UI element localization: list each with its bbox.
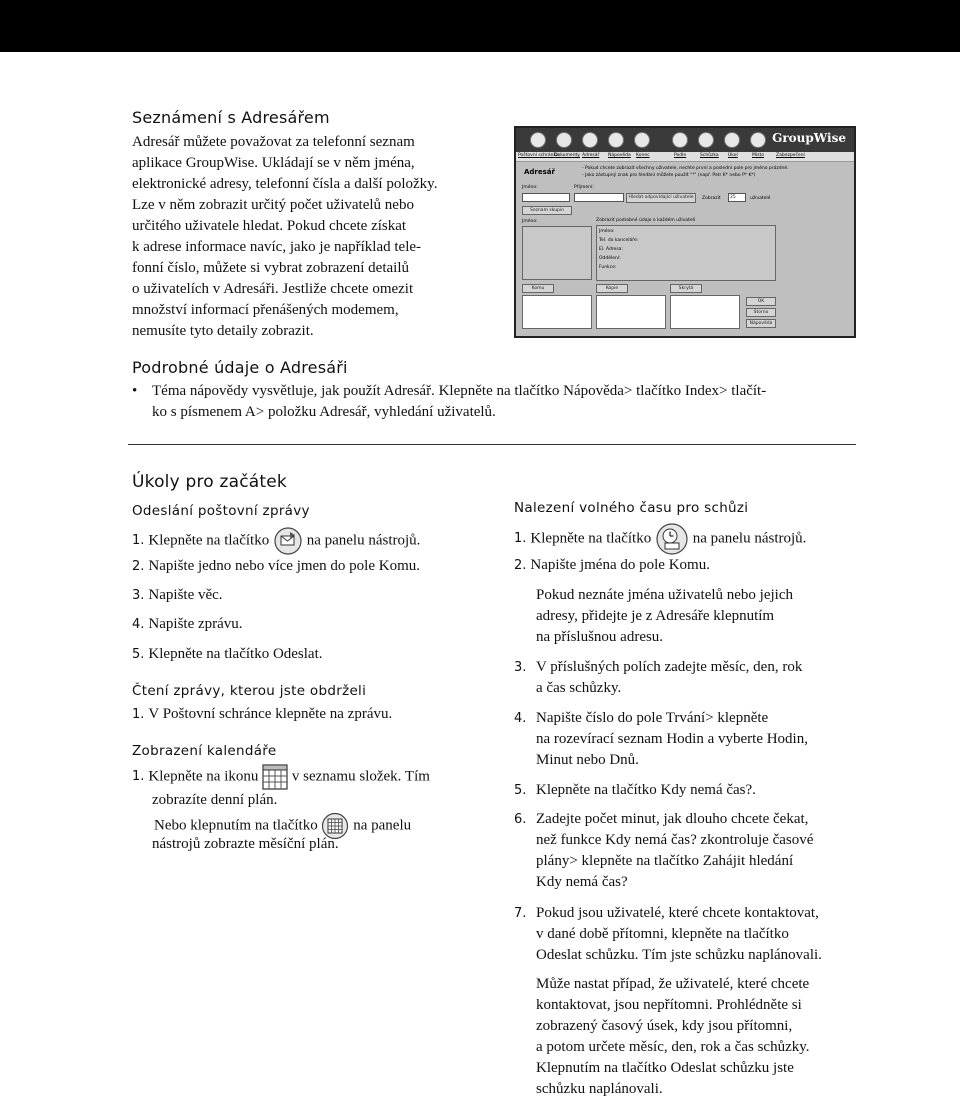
gw-menu-item: Dokumenty [554, 153, 580, 158]
meeting-step-6 [514, 809, 813, 893]
send-mail-icon [273, 526, 303, 556]
step-text: v seznamu složek. Tím [291, 768, 430, 785]
intro-line: elektronické adresy, telefonní čísla a další položky. [132, 176, 438, 192]
gw-menu-item: Poštovní schránka [518, 153, 559, 158]
subtitle-send-mail: Odeslání poštovní zprávy [132, 503, 310, 519]
gw-hint: - Pokud chcete zobrazit všechny uživatele, nechte první a poslední pole pro jméno prázdné. [582, 166, 789, 171]
note-line: Klepnutím na tlačítko Odeslat schůzku jste [536, 1060, 794, 1076]
gw-dialog-title: Adresář [524, 168, 555, 176]
details-paragraph [152, 381, 856, 423]
gw-bc-button: Skrytá [670, 284, 702, 293]
step-number: 1. [514, 531, 527, 547]
intro-line: k adrese informace navíc, jako je například tele- [132, 239, 422, 255]
step-number: 3. [514, 660, 527, 675]
step-line: Kdy nemá čas? [536, 874, 628, 890]
gw-help-button: Nápověda [746, 319, 776, 328]
step-text: Klepněte na tlačítko Odeslat. [148, 646, 323, 662]
gw-toolbar [516, 128, 854, 152]
gw-to-button: Komu [522, 284, 554, 293]
step-line: V příslušných polích zadejte měsíc, den, rok [536, 659, 803, 675]
meeting-clock-icon [655, 522, 689, 556]
intro-line: množství informací přenášených modemem, [132, 302, 399, 318]
meeting-note-1 [536, 585, 793, 648]
meeting-step-7 [514, 903, 822, 966]
note-line: schůzku naplánovali. [536, 1081, 663, 1097]
gw-cancel-button: Storno [746, 308, 776, 317]
gw-menu-item: Místo [752, 153, 764, 158]
gw-last-name-field [574, 193, 624, 202]
step-number: 2. [132, 559, 145, 574]
step-line: Zadejte počet minut, jak dlouho chcete čekat, [536, 811, 809, 827]
step-text: Nebo klepnutím na tlačítko [154, 817, 318, 834]
intro-line: o uživatelích v Adresáři. Jestliže chcete omezit [132, 281, 414, 297]
bullet-symbol: • [132, 383, 138, 399]
note-line: adresy, přidejte je z Adresáře klepnutím [536, 608, 775, 624]
gw-toolbar-icon [698, 132, 714, 148]
intro-line: určitého uživatele hledat. Pokud chcete získat [132, 218, 407, 234]
step-line: Minut nebo Dnů. [536, 752, 639, 768]
top-black-bar [0, 0, 960, 52]
gw-detail-label: El. Adresa: [599, 247, 623, 252]
gw-toolbar-icon [750, 132, 766, 148]
note-line: kontaktovat, jsou nepřítomni. Prohlédněte si [536, 997, 802, 1013]
divider [128, 444, 856, 445]
gw-show-count: 25 [728, 193, 746, 202]
step-number: 6. [514, 812, 527, 827]
calendar-step-line-4: nástrojů zobrazte měsíční plán. [152, 836, 339, 852]
gw-menu-item: Podle [674, 153, 687, 158]
meeting-step-2 [514, 555, 710, 576]
step-text: V Poštovní schránce klepněte na zprávu. [148, 706, 393, 722]
step-text: na panelu nástrojů. [692, 530, 807, 547]
step-text: Napište jedno nebo více jmen do pole Komu. [148, 558, 421, 574]
calendar-grid-icon [262, 764, 288, 790]
note-line: zobrazený časový úsek, kdy jsou přítomni, [536, 1018, 793, 1034]
meeting-note-2 [536, 974, 810, 1100]
gw-toolbar-icon [608, 132, 624, 148]
gw-toolbar-icon [556, 132, 572, 148]
step-line: a čas schůzky. [536, 680, 622, 696]
gw-dialog-body [516, 163, 854, 336]
gw-menu-item: Zabezpečení [776, 153, 805, 158]
step-text: Klepněte na ikonu [148, 768, 259, 785]
gw-to-list [522, 295, 592, 329]
send-step-2 [132, 556, 420, 577]
step-number: 1. [132, 533, 145, 549]
gw-users-label: uživatelé [750, 196, 771, 201]
gw-toolbar-icon [724, 132, 740, 148]
gw-toolbar-icon [672, 132, 688, 148]
gw-menubar [516, 152, 854, 162]
section-title-details: Podrobné údaje o Adresáři [132, 358, 348, 377]
calendar-step-line-1 [132, 764, 430, 790]
meeting-step-5 [514, 780, 756, 801]
send-step-4 [132, 614, 243, 635]
gw-bc-list [670, 295, 740, 329]
intro-line: fonní číslo, můžete si vybrat zobrazení detailů [132, 260, 409, 276]
intro-line: Lze v něm zobrazit určitý počet uživatelů nebo [132, 197, 414, 213]
gw-detail-label: Tel. do kanceláře: [599, 238, 639, 243]
step-number: 1. [132, 769, 145, 785]
gw-user-list [522, 226, 592, 280]
subtitle-calendar: Zobrazení kalendáře [132, 743, 277, 759]
read-step-1 [132, 704, 392, 725]
step-number: 1. [132, 707, 145, 722]
gw-search-button: Hledat odpovídající uživatele [626, 193, 696, 203]
step-line: Pokud jsou uživatelé, které chcete kontaktovat, [536, 905, 819, 921]
step-number: 7. [514, 906, 527, 921]
step-number: 5. [514, 783, 527, 798]
gw-list-label: Jméno: [522, 219, 538, 224]
gw-logo: GroupWise [772, 131, 846, 145]
subtitle-free-time: Nalezení volného času pro schůzi [514, 500, 749, 516]
step-number: 2. [514, 558, 527, 573]
step-line: plány> klepněte na tlačítko Zahájit hledání [536, 853, 794, 869]
gw-menu-item: Nápověda [608, 153, 631, 158]
step-text: na panelu nástrojů. [306, 532, 421, 549]
gw-cc-list [596, 295, 666, 329]
note-line: na příslušnou adresu. [536, 629, 664, 645]
gw-toolbar-icon [634, 132, 650, 148]
gw-group-list-button: Seznam skupin [522, 206, 572, 215]
note-line: Může nastat případ, že uživatelé, které chcete [536, 976, 810, 992]
gw-cc-button: Kopie [596, 284, 628, 293]
note-line: Pokud neznáte jména uživatelů nebo jejich [536, 587, 793, 603]
gw-label-first: Jméno: [522, 185, 538, 190]
meeting-step-3 [514, 657, 802, 699]
gw-toolbar-icon [582, 132, 598, 148]
step-line: než funkce Kdy nemá čas? zkontroluje časové [536, 832, 814, 848]
gw-hint: - Jako zástupný znak pro hledání můžete použít "*" (např. Petr K* nebo P* K*) [582, 173, 756, 178]
step-number: 5. [132, 647, 145, 662]
gw-show-label: Zobrazit [702, 196, 721, 201]
step-text: Napište věc. [148, 587, 223, 603]
step-text: Napište jména do pole Komu. [530, 557, 710, 573]
intro-line: Adresář můžete považovat za telefonní seznam [132, 134, 415, 150]
details-line: ko s písmenem A> položku Adresář, vyhledání uživatelů. [152, 404, 496, 420]
step-text: Klepněte na tlačítko [530, 530, 652, 547]
step-text: na panelu [353, 817, 412, 834]
gw-toolbar-icon [530, 132, 546, 148]
intro-line: aplikace GroupWise. Ukládají se v něm jména, [132, 155, 415, 171]
step-line: na rozevírací seznam Hodin a vyberte Hodin, [536, 731, 808, 747]
step-number: 4. [132, 617, 145, 632]
send-step-1 [132, 526, 420, 556]
subtitle-read-mail: Čtení zprávy, kterou jste obdrželi [132, 683, 367, 699]
section-title-tasks: Úkoly pro začátek [132, 472, 287, 492]
section-title-address-book: Seznámení s Adresářem [132, 108, 330, 127]
meeting-step-4 [514, 708, 808, 771]
step-line: Odeslat schůzku. Tím jste schůzku naplánovali. [536, 947, 822, 963]
step-line: v dané době přítomni, klepněte na tlačítko [536, 926, 789, 942]
gw-detail-label: Funkce: [599, 265, 617, 270]
gw-label-last: Příjmení: [574, 185, 594, 190]
note-line: a potom určete měsíc, den, rok a čas schůzky. [536, 1039, 810, 1055]
gw-detail-label: Oddělení: [599, 256, 621, 261]
send-step-3 [132, 585, 223, 606]
step-line: Klepněte na tlačítko Kdy nemá čas?. [536, 782, 756, 798]
step-text: Klepněte na tlačítko [148, 532, 270, 549]
send-step-5 [132, 644, 323, 665]
step-line: Napište číslo do pole Trvání> klepněte [536, 710, 769, 726]
groupwise-address-book-screenshot [514, 126, 856, 338]
step-number: 4. [514, 711, 527, 726]
intro-line: nemusíte tyto detaily zobrazit. [132, 323, 314, 339]
gw-detail-panel [596, 225, 776, 281]
gw-menu-item: Adresář [582, 153, 600, 158]
meeting-step-1 [514, 522, 806, 556]
gw-menu-item: Konec [636, 153, 650, 158]
details-line: Téma nápovědy vysvětluje, jak použít Adresář. Klepněte na tlačítko Nápověda> tlačítko Index> tlačít- [152, 383, 767, 399]
step-number: 3. [132, 588, 145, 603]
gw-first-name-field [522, 193, 570, 202]
gw-menu-item: Úkol [728, 153, 738, 158]
intro-paragraph [132, 132, 477, 342]
gw-ok-button: OK [746, 297, 776, 306]
gw-menu-item: Schůzka [700, 153, 719, 158]
gw-detail-label: Jméno: [599, 229, 615, 234]
gw-detail-checkbox: Zobrazit podrobné údaje o každém uživateli [596, 218, 696, 223]
step-text: Napište zprávu. [148, 616, 243, 632]
calendar-step-line-2: zobrazíte denní plán. [152, 792, 278, 808]
